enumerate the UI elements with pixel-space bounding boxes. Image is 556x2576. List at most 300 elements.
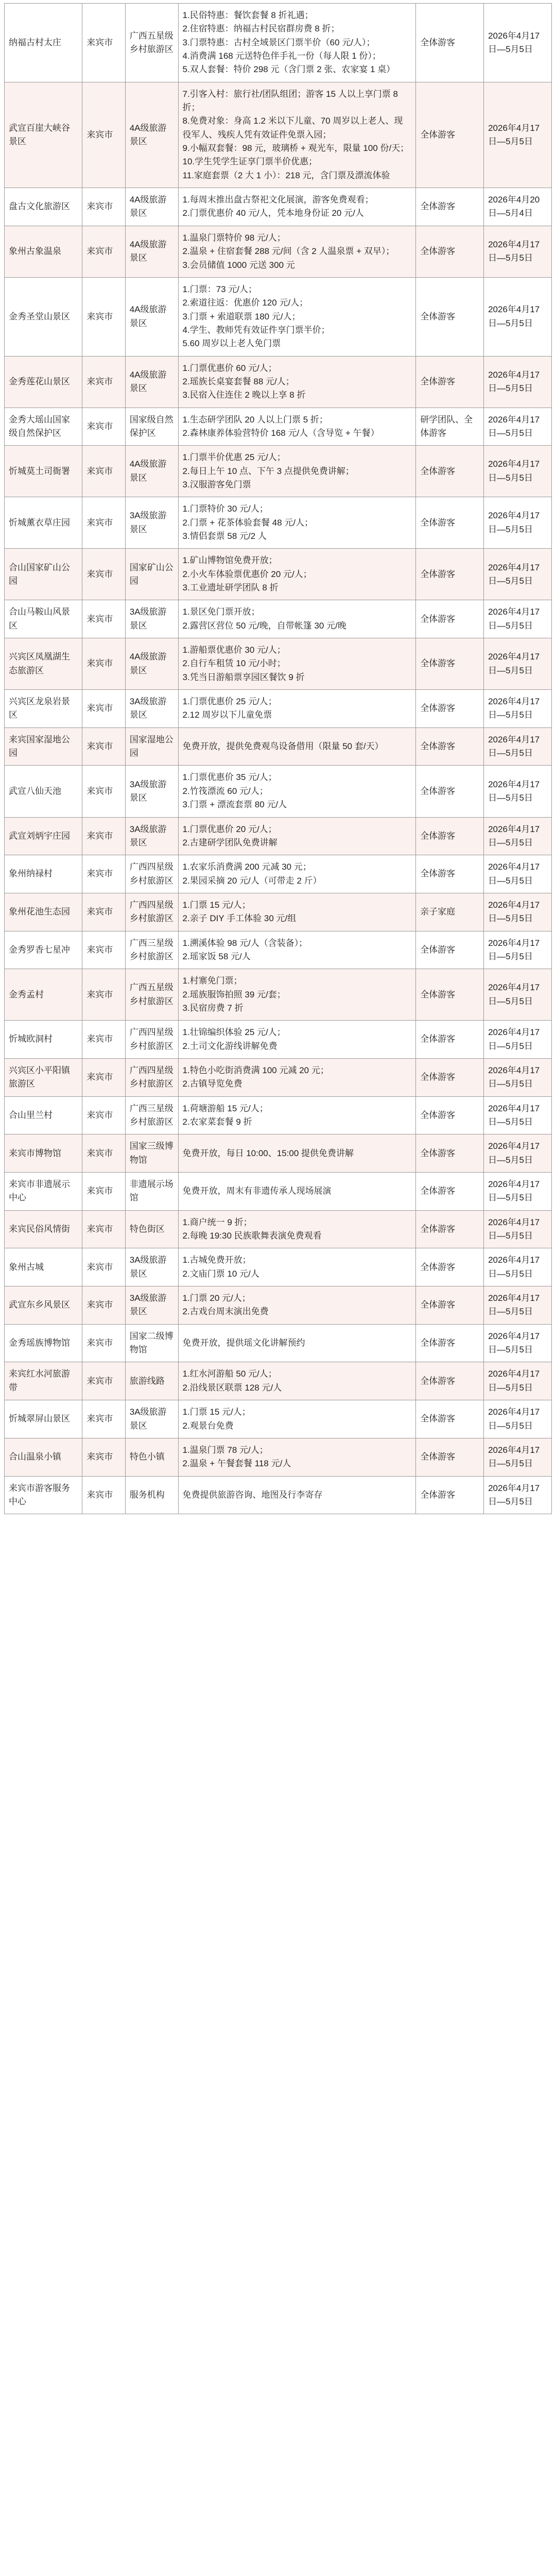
attraction-level: 3A级旅游景区 [125, 766, 178, 817]
promo-target-audience: 全体游客 [416, 446, 484, 497]
attraction-level: 国家三级博物馆 [125, 1134, 178, 1173]
attraction-level: 4A级旅游景区 [125, 277, 178, 356]
promo-details [178, 600, 416, 638]
attraction-name: 合山马鞍山风景区 [5, 600, 82, 638]
promo-period: 2026年4月17日—5月5日 [484, 82, 552, 188]
attraction-name: 忻城薰衣草庄园 [5, 497, 82, 549]
table-row [5, 638, 552, 690]
promo-target-audience: 全体游客 [416, 766, 484, 817]
promo-target-audience: 全体游客 [416, 1400, 484, 1438]
attraction-name: 金秀孟村 [5, 969, 82, 1021]
promo-detail-line: 3.门票 + 漂流套票 80 元/人 [182, 800, 287, 810]
promo-target-audience: 全体游客 [416, 600, 484, 638]
promo-details [178, 4, 416, 82]
attraction-name: 合山国家矿山公园 [5, 549, 82, 600]
attraction-level: 广西四星级乡村旅游区 [125, 1058, 178, 1096]
attraction-city: 来宾市 [82, 1286, 125, 1325]
table-row [5, 1096, 552, 1134]
attraction-city: 来宾市 [82, 1173, 125, 1211]
promo-detail-line: 4.学生、教师凭有效证件享门票半价； [182, 325, 330, 335]
attraction-level: 国家二级博物馆 [125, 1324, 178, 1362]
attraction-city: 来宾市 [82, 1134, 125, 1173]
promo-period: 2026年4月20日—5月4日 [484, 188, 552, 226]
attraction-city: 来宾市 [82, 446, 125, 497]
promo-period: 2026年4月17日—5月5日 [484, 1438, 552, 1476]
table-row [5, 1438, 552, 1476]
table-row [5, 1286, 552, 1325]
table-row [5, 1324, 552, 1362]
promo-details [178, 1096, 416, 1134]
attraction-level: 3A级旅游景区 [125, 1286, 178, 1325]
promo-detail-line: 2.瑶族服饰拍照 39 元/套； [182, 989, 286, 999]
attraction-city: 来宾市 [82, 1058, 125, 1096]
promo-detail-line: 免费开放，提供瑶文化讲解预约 [182, 1337, 305, 1348]
attraction-level: 广西四星级乡村旅游区 [125, 855, 178, 893]
promo-details [178, 727, 416, 766]
attraction-city: 来宾市 [82, 931, 125, 969]
attraction-name: 忻城翠屏山景区 [5, 1400, 82, 1438]
promo-detail-line: 7.引客入村：旅行社/团队组团；游客 15 人以上享门票 8 折； [182, 89, 398, 113]
promo-details [178, 931, 416, 969]
promo-period: 2026年4月17日—5月5日 [484, 1210, 552, 1248]
promo-period: 2026年4月17日—5月5日 [484, 969, 552, 1021]
attraction-city: 来宾市 [82, 766, 125, 817]
attraction-level: 4A级旅游景区 [125, 82, 178, 188]
promo-period: 2026年4月17日—5月5日 [484, 1173, 552, 1211]
table-row [5, 446, 552, 497]
promo-details [178, 817, 416, 855]
promo-period: 2026年4月17日—5月5日 [484, 4, 552, 82]
promo-period: 2026年4月17日—5月5日 [484, 1134, 552, 1173]
promo-target-audience: 全体游客 [416, 356, 484, 408]
attraction-city: 来宾市 [82, 600, 125, 638]
promo-detail-line: 2.瑶族长桌宴套餐 88 元/人； [182, 376, 294, 386]
table-row [5, 1362, 552, 1400]
attraction-name: 象州花池生态园 [5, 893, 82, 931]
promo-target-audience: 全体游客 [416, 931, 484, 969]
promo-detail-line: 1.门票：73 元/人； [182, 284, 257, 294]
promo-details [178, 277, 416, 356]
attraction-level: 3A级旅游景区 [125, 497, 178, 549]
attraction-name: 象州古象温泉 [5, 226, 82, 277]
promo-details [178, 446, 416, 497]
promo-detail-line: 3.工业遗址研学团队 8 折 [182, 583, 279, 593]
promo-detail-line: 1.壮锦编织体验 25 元/人； [182, 1027, 286, 1038]
promo-target-audience: 全体游客 [416, 1134, 484, 1173]
promo-period: 2026年4月17日—5月5日 [484, 446, 552, 497]
promo-details [178, 1400, 416, 1438]
promo-target-audience: 全体游客 [416, 4, 484, 82]
promo-target-audience: 全体游客 [416, 1286, 484, 1325]
promo-target-audience: 全体游客 [416, 855, 484, 893]
promo-detail-line: 1.村寨免门票； [182, 976, 242, 986]
promo-period: 2026年4月17日—5月5日 [484, 1058, 552, 1096]
table-row [5, 817, 552, 855]
table-row [5, 1058, 552, 1096]
attraction-level: 4A级旅游景区 [125, 638, 178, 690]
promo-target-audience: 全体游客 [416, 1096, 484, 1134]
promo-details [178, 1476, 416, 1514]
attraction-name: 来宾红水河旅游带 [5, 1362, 82, 1400]
promo-detail-line: 11.家庭套票（2 大 1 小）：218 元，含门票及漂流体验 [182, 170, 390, 180]
promo-target-audience: 全体游客 [416, 690, 484, 728]
attraction-city: 来宾市 [82, 638, 125, 690]
promo-detail-line: 3.门票特惠：古村全域景区门票半价（60 元/人）； [182, 37, 375, 47]
promo-detail-line: 2.亲子 DIY 手工体验 30 元/组 [182, 913, 297, 924]
promo-target-audience: 全体游客 [416, 497, 484, 549]
attraction-name: 来宾市博物馆 [5, 1134, 82, 1173]
promo-detail-line: 2.门票优惠价 40 元/人，凭本地身份证 20 元/人 [182, 208, 364, 218]
attraction-level: 旅游线路 [125, 1362, 178, 1400]
promo-detail-line: 2.果园采摘 20 元/人（可带走 2 斤） [182, 875, 322, 886]
promo-detail-line: 1.荷塘游船 15 元/人； [182, 1103, 268, 1113]
promo-detail-line: 1.门票特价 30 元/人； [182, 504, 268, 514]
promo-detail-line: 1.红水河游船 50 元/人； [182, 1369, 277, 1379]
promo-target-audience: 全体游客 [416, 1324, 484, 1362]
attraction-name: 合山里兰村 [5, 1096, 82, 1134]
promo-target-audience: 全体游客 [416, 1362, 484, 1400]
attraction-city: 来宾市 [82, 1096, 125, 1134]
attraction-level: 3A级旅游景区 [125, 600, 178, 638]
promo-target-audience: 全体游客 [416, 817, 484, 855]
promo-detail-line: 2.沿线景区联票 128 元/人 [182, 1382, 282, 1393]
attraction-city: 来宾市 [82, 969, 125, 1021]
promo-detail-line: 3.情侣套票 58 元/2 人 [182, 531, 267, 541]
attraction-city: 来宾市 [82, 893, 125, 931]
promo-details [178, 1248, 416, 1286]
promo-detail-line: 2.每晚 19:30 民族歌舞表演免费观看 [182, 1231, 322, 1241]
attraction-city: 来宾市 [82, 356, 125, 408]
promo-details [178, 969, 416, 1021]
table-row [5, 690, 552, 728]
promo-detail-line: 2.12 周岁以下儿童免票 [182, 710, 272, 720]
promo-detail-line: 1.门票优惠价 25 元/人； [182, 697, 277, 707]
table-row [5, 277, 552, 356]
promo-detail-line: 2.小火车体验票优惠价 20 元/人； [182, 569, 312, 579]
promo-period: 2026年4月17日—5月5日 [484, 1286, 552, 1325]
promo-target-audience: 全体游客 [416, 82, 484, 188]
promo-period: 2026年4月17日—5月5日 [484, 1476, 552, 1514]
attraction-level: 特色小镇 [125, 1438, 178, 1476]
promo-period: 2026年4月17日—5月5日 [484, 1248, 552, 1286]
promo-target-audience: 研学团队、全体游客 [416, 408, 484, 446]
promo-details [178, 638, 416, 690]
promo-detail-line: 1.每周末推出盘古祭祀文化展演，游客免费观看； [182, 195, 374, 205]
promo-detail-line: 2.竹筏漂流 60 元/人； [182, 786, 268, 796]
promo-detail-line: 2.森林康养体验营特价 168 元/人（含导览 + 午餐） [182, 428, 379, 438]
promo-period: 2026年4月17日—5月5日 [484, 1362, 552, 1400]
promo-target-audience: 全体游客 [416, 1248, 484, 1286]
promo-period: 2026年4月17日—5月5日 [484, 817, 552, 855]
table-row [5, 1476, 552, 1514]
table-row [5, 855, 552, 893]
promo-details [178, 1286, 416, 1325]
promo-details [178, 188, 416, 226]
attraction-level: 广西四星级乡村旅游区 [125, 1021, 178, 1059]
promo-detail-line: 5.60 周岁以上老人免门票 [182, 338, 281, 349]
table-row [5, 600, 552, 638]
promo-detail-line: 1.门票优惠价 20 元/人； [182, 824, 277, 834]
promo-period: 2026年4月17日—5月5日 [484, 1400, 552, 1438]
attraction-name: 来宾市非遗展示中心 [5, 1173, 82, 1211]
attraction-name: 来宾国家湿地公园 [5, 727, 82, 766]
promo-details [178, 549, 416, 600]
promo-detail-line: 1.商户统一 9 折； [182, 1217, 252, 1227]
attraction-city: 来宾市 [82, 497, 125, 549]
promo-period: 2026年4月17日—5月5日 [484, 690, 552, 728]
promo-detail-line: 1.门票半价优惠 25 元/人； [182, 452, 286, 463]
promo-detail-line: 3.凭当日游船票享园区餐饮 9 折 [182, 672, 305, 682]
promo-period: 2026年4月17日—5月5日 [484, 356, 552, 408]
table-row [5, 1134, 552, 1173]
attraction-level: 3A级旅游景区 [125, 817, 178, 855]
promo-detail-line: 2.露营区营位 50 元/晚，自带帐篷 30 元/晚 [182, 620, 346, 631]
promo-period: 2026年4月17日—5月5日 [484, 226, 552, 277]
promo-detail-line: 2.古镇导览免费 [182, 1079, 242, 1089]
attraction-level: 3A级旅游景区 [125, 1400, 178, 1438]
table-row [5, 188, 552, 226]
table-row [5, 1173, 552, 1211]
promo-details [178, 1134, 416, 1173]
promo-period: 2026年4月17日—5月5日 [484, 727, 552, 766]
attraction-city: 来宾市 [82, 188, 125, 226]
promo-period: 2026年4月17日—5月5日 [484, 1096, 552, 1134]
promo-detail-line: 1.门票 20 元/人； [182, 1293, 251, 1303]
attraction-name: 武宣刘炳宇庄园 [5, 817, 82, 855]
promo-target-audience: 全体游客 [416, 969, 484, 1021]
attraction-name: 金秀罗香七星冲 [5, 931, 82, 969]
promo-detail-line: 1.门票 15 元/人； [182, 900, 251, 910]
attraction-city: 来宾市 [82, 1400, 125, 1438]
promo-target-audience: 全体游客 [416, 727, 484, 766]
promo-details [178, 1438, 416, 1476]
attraction-city: 来宾市 [82, 277, 125, 356]
table-row [5, 931, 552, 969]
table-row [5, 408, 552, 446]
table-row [5, 969, 552, 1021]
promo-detail-line: 2.住宿特惠：纳福古村民宿群房费 8 折； [182, 24, 340, 34]
table-row [5, 356, 552, 408]
promo-detail-line: 2.自行车租赁 10 元/小时； [182, 658, 286, 669]
table-row [5, 1021, 552, 1059]
promo-details [178, 1210, 416, 1248]
promo-details [178, 1324, 416, 1362]
promo-details [178, 226, 416, 277]
attraction-level: 4A级旅游景区 [125, 446, 178, 497]
attraction-name: 武宣东乡风景区 [5, 1286, 82, 1325]
promo-target-audience: 亲子家庭 [416, 893, 484, 931]
table-row [5, 727, 552, 766]
attraction-level: 广西三星级乡村旅游区 [125, 931, 178, 969]
attraction-level: 广西三星级乡村旅游区 [125, 1096, 178, 1134]
table-row [5, 497, 552, 549]
attraction-city: 来宾市 [82, 690, 125, 728]
promo-detail-line: 1.特色小吃街消费满 100 元减 20 元； [182, 1065, 329, 1075]
attraction-city: 来宾市 [82, 1324, 125, 1362]
promo-detail-line: 1.门票优惠价 60 元/人； [182, 363, 277, 373]
attraction-city: 来宾市 [82, 4, 125, 82]
attraction-level: 3A级旅游景区 [125, 1248, 178, 1286]
attraction-name: 金秀圣堂山景区 [5, 277, 82, 356]
promo-detail-line: 2.每日上午 10 点、下午 3 点提供免费讲解； [182, 466, 354, 476]
promo-detail-line: 2.门票 + 花茶体验套餐 48 元/人； [182, 517, 314, 528]
promo-detail-line: 9.小幅双套餐：98 元，玻璃桥 + 观光车，限量 100 份/天； [182, 143, 409, 154]
promo-period: 2026年4月17日—5月5日 [484, 893, 552, 931]
promo-period: 2026年4月17日—5月5日 [484, 1021, 552, 1059]
promo-details [178, 1021, 416, 1059]
attraction-city: 来宾市 [82, 1248, 125, 1286]
promo-details [178, 893, 416, 931]
promo-details [178, 356, 416, 408]
promo-period: 2026年4月17日—5月5日 [484, 497, 552, 549]
promo-detail-line: 1.温泉门票特价 98 元/人； [182, 232, 286, 243]
promo-detail-line: 3.会员储值 1000 元送 300 元 [182, 260, 295, 270]
promo-period: 2026年4月17日—5月5日 [484, 408, 552, 446]
attraction-name: 来宾民俗风情街 [5, 1210, 82, 1248]
promo-target-audience: 全体游客 [416, 1173, 484, 1211]
promo-target-audience: 全体游客 [416, 1476, 484, 1514]
attraction-name: 忻城欧洞村 [5, 1021, 82, 1059]
attraction-level: 广西五星级乡村旅游区 [125, 969, 178, 1021]
promo-detail-line: 1.门票 15 元/人； [182, 1407, 251, 1417]
attraction-name: 纳福古村太庄 [5, 4, 82, 82]
promo-period: 2026年4月17日—5月5日 [484, 931, 552, 969]
promo-detail-line: 1.景区免门票开放； [182, 607, 260, 617]
attraction-name: 金秀瑶族博物馆 [5, 1324, 82, 1362]
promo-detail-line: 3.汉服游客免门票 [182, 479, 251, 489]
attraction-city: 来宾市 [82, 82, 125, 188]
promo-detail-line: 1.游船票优惠价 30 元/人； [182, 645, 286, 655]
table-row [5, 766, 552, 817]
attraction-name: 金秀莲花山景区 [5, 356, 82, 408]
promo-detail-line: 免费开放，每日 10:00、15:00 提供免费讲解 [182, 1148, 354, 1158]
attraction-name: 象州古城 [5, 1248, 82, 1286]
table-row [5, 1210, 552, 1248]
promo-detail-line: 3.民宿入住连住 2 晚以上享 8 折 [182, 390, 306, 400]
attraction-level: 3A级旅游景区 [125, 690, 178, 728]
attraction-city: 来宾市 [82, 1362, 125, 1400]
promo-details [178, 1362, 416, 1400]
attraction-city: 来宾市 [82, 408, 125, 446]
attraction-name: 武宣八仙天池 [5, 766, 82, 817]
attraction-name: 忻城莫土司衙署 [5, 446, 82, 497]
promo-detail-line: 2.瑶家饭 58 元/人 [182, 951, 251, 961]
promo-period: 2026年4月17日—5月5日 [484, 766, 552, 817]
attraction-city: 来宾市 [82, 1438, 125, 1476]
promo-period: 2026年4月17日—5月5日 [484, 638, 552, 690]
attraction-level: 非遗展示场馆 [125, 1173, 178, 1211]
attraction-level: 广西四星级乡村旅游区 [125, 893, 178, 931]
promo-detail-line: 3.民宿房费 7 折 [182, 1003, 244, 1013]
promo-details [178, 408, 416, 446]
attraction-level: 4A级旅游景区 [125, 356, 178, 408]
promo-table-body [5, 4, 552, 1514]
promo-detail-line: 1.门票优惠价 35 元/人； [182, 772, 277, 783]
promo-detail-line: 8.免费对象：身高 1.2 米以下儿童、70 周岁以上老人、现役军人、残疾人凭有效证件免票入园； [182, 116, 403, 140]
attraction-level: 特色街区 [125, 1210, 178, 1248]
promo-details [178, 82, 416, 188]
attraction-city: 来宾市 [82, 549, 125, 600]
attraction-city: 来宾市 [82, 1021, 125, 1059]
attraction-city: 来宾市 [82, 226, 125, 277]
promo-detail-line: 2.古建研学团队免费讲解 [182, 837, 277, 848]
promo-detail-line: 2.古戏台周末演出免费 [182, 1307, 269, 1317]
promo-period: 2026年4月17日—5月5日 [484, 549, 552, 600]
promo-target-audience: 全体游客 [416, 226, 484, 277]
promo-detail-line: 免费提供旅游咨询、地图及行李寄存 [182, 1489, 323, 1500]
promo-details [178, 497, 416, 549]
table-row [5, 1248, 552, 1286]
promo-detail-line: 10.学生凭学生证享门票半价优惠； [182, 157, 318, 167]
promo-details [178, 1173, 416, 1211]
promo-target-audience: 全体游客 [416, 277, 484, 356]
attraction-city: 来宾市 [82, 1476, 125, 1514]
attraction-name: 武宣百崖大峡谷景区 [5, 82, 82, 188]
attraction-city: 来宾市 [82, 855, 125, 893]
promo-target-audience: 全体游客 [416, 638, 484, 690]
promo-detail-line: 免费开放，周末有非遗传承人现场展演 [182, 1186, 332, 1196]
attraction-level: 服务机构 [125, 1476, 178, 1514]
promo-period: 2026年4月17日—5月5日 [484, 277, 552, 356]
table-row [5, 893, 552, 931]
promo-period: 2026年4月17日—5月5日 [484, 855, 552, 893]
attraction-level: 广西五星级乡村旅游区 [125, 4, 178, 82]
promo-detail-line: 1.民俗特惠：餐饮套餐 8 折礼遇； [182, 10, 314, 20]
table-row [5, 4, 552, 82]
attraction-level: 国家湿地公园 [125, 727, 178, 766]
attraction-level: 国家矿山公园 [125, 549, 178, 600]
table-row [5, 549, 552, 600]
promo-detail-line: 2.温泉 + 住宿套餐 288 元/间（含 2 人温泉票 + 双早）； [182, 246, 395, 257]
promo-detail-line: 5.双人套餐：特价 298 元（含门票 2 张、农家宴 1 桌） [182, 64, 395, 75]
attraction-name: 兴宾区小平阳镇旅游区 [5, 1058, 82, 1096]
attraction-city: 来宾市 [82, 817, 125, 855]
promo-target-audience: 全体游客 [416, 1058, 484, 1096]
attraction-name: 兴宾区龙泉岩景区 [5, 690, 82, 728]
attraction-name: 金秀大瑶山国家级自然保护区 [5, 408, 82, 446]
table-row [5, 226, 552, 277]
attraction-city: 来宾市 [82, 727, 125, 766]
promo-details [178, 855, 416, 893]
attraction-name: 兴宾区凤凰湖生态旅游区 [5, 638, 82, 690]
promo-table [4, 3, 552, 1514]
attraction-name: 合山温泉小镇 [5, 1438, 82, 1476]
promo-detail-line: 4.消费满 168 元送特色伴手礼一份（每人限 1 份）； [182, 51, 381, 61]
attraction-name: 来宾市游客服务中心 [5, 1476, 82, 1514]
promo-detail-line: 2.农家菜套餐 9 折 [182, 1117, 252, 1127]
promo-target-audience: 全体游客 [416, 1021, 484, 1059]
promo-detail-line: 1.温泉门票 78 元/人； [182, 1445, 268, 1455]
attraction-level: 国家级自然保护区 [125, 408, 178, 446]
promo-details [178, 1058, 416, 1096]
promo-detail-line: 1.农家乐消费满 200 元减 30 元； [182, 862, 311, 872]
promo-details [178, 690, 416, 728]
attraction-level: 4A级旅游景区 [125, 188, 178, 226]
attraction-city: 来宾市 [82, 1210, 125, 1248]
promo-detail-line: 2.温泉 + 午餐套餐 118 元/人 [182, 1459, 291, 1469]
attraction-name: 盘古文化旅游区 [5, 188, 82, 226]
promo-detail-line: 1.溯溪体验 98 元/人（含装备）； [182, 938, 308, 948]
promo-details [178, 766, 416, 817]
attraction-level: 4A级旅游景区 [125, 226, 178, 277]
promo-target-audience: 全体游客 [416, 549, 484, 600]
attraction-name: 象州纳禄村 [5, 855, 82, 893]
promo-detail-line: 2.索道往返：优惠价 120 元/人； [182, 298, 308, 308]
table-row [5, 82, 552, 188]
promo-detail-line: 1.矿山博物馆免费开放； [182, 555, 277, 566]
promo-detail-line: 1.生态研学团队 20 人以上门票 5 折； [182, 414, 328, 425]
table-row [5, 1400, 552, 1438]
